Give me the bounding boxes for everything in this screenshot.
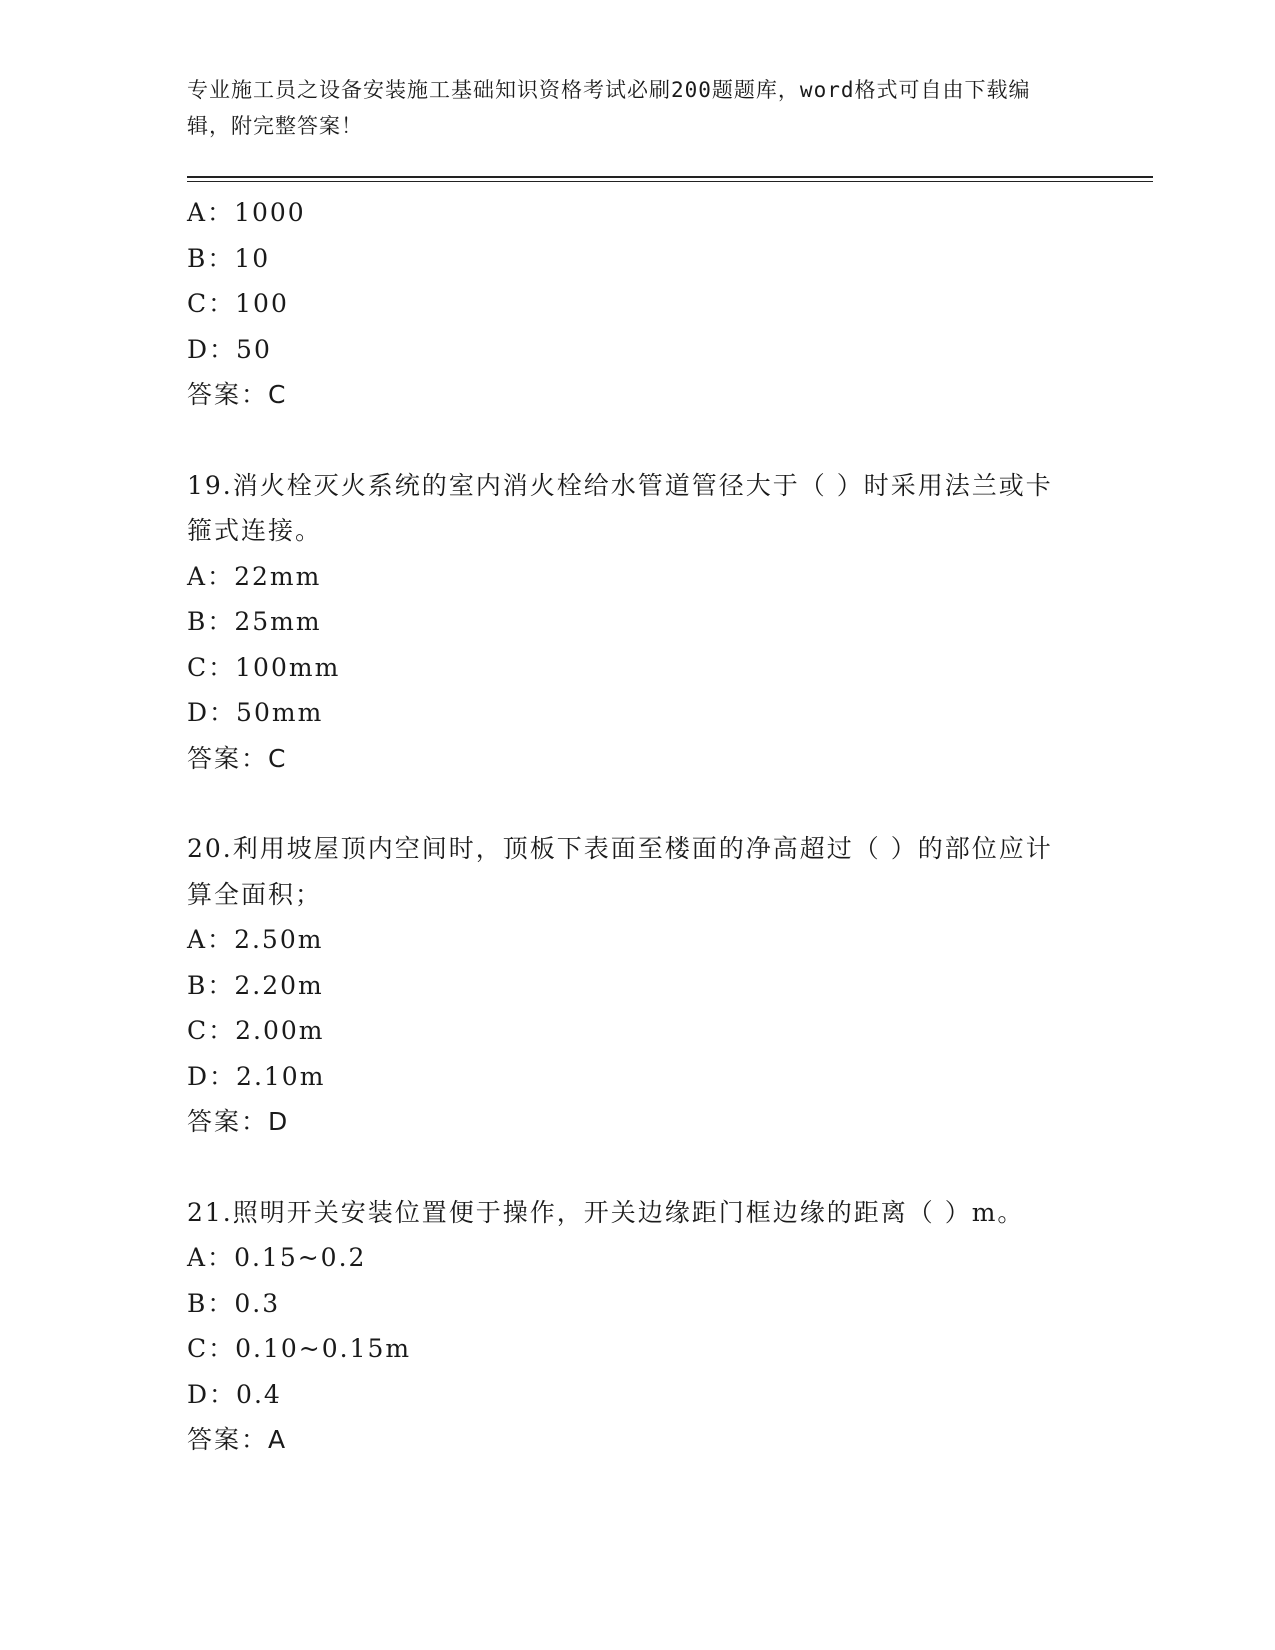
option-text: 0.10~0.15m [235, 1334, 412, 1363]
option-b [187, 236, 1067, 282]
option-label: A： [187, 925, 235, 954]
option-c [187, 1008, 1067, 1054]
option-label: C： [187, 1334, 236, 1363]
answer-line: 答案：C [187, 380, 288, 409]
option-label: A： [187, 198, 235, 227]
option-a [187, 917, 1067, 963]
option-text: 100 [235, 289, 289, 318]
option-text: 0.3 [234, 1288, 281, 1318]
option-text: 50mm [236, 698, 324, 727]
option-c [187, 281, 1067, 327]
option-text: 100mm [235, 652, 341, 682]
answer-line: 答案：C [187, 743, 288, 773]
option-label: D： [187, 1061, 237, 1091]
question-text: 21.照明开关安装位置便于操作，开关边缘距门框边缘的距离（ ）m。 [187, 1197, 1025, 1227]
option-text: 1000 [234, 198, 306, 227]
option-a [187, 190, 1067, 236]
spacer [187, 781, 1067, 826]
option-d [187, 327, 1067, 373]
option-label: C： [187, 1016, 236, 1045]
option-label: D： [187, 334, 237, 364]
question-text: 20.利用坡屋顶内空间时，顶板下表面至楼面的净高超过（ ）的部位应计算全面积； [187, 834, 1053, 909]
option-text: 2.20m [234, 970, 324, 1000]
option-a [187, 554, 1067, 600]
option-c [187, 645, 1067, 691]
header-title: 专业施工员之设备安装施工基础知识资格考试必刷200题题库，word格式可自由下载编辑，附完整答案！ [187, 78, 1031, 138]
header-divider-thick [187, 176, 1153, 178]
question-block-20 [187, 826, 1067, 1145]
question-block-19 [187, 463, 1067, 782]
header-divider-thin [187, 181, 1153, 182]
option-text: 10 [234, 243, 271, 273]
option-label: B： [187, 1288, 235, 1318]
option-label: B： [187, 607, 235, 636]
option-b [187, 599, 1067, 645]
option-label: D： [187, 698, 237, 727]
option-text: 2.00m [235, 1016, 325, 1045]
option-label: C： [187, 289, 236, 318]
option-d [187, 690, 1067, 736]
spacer [187, 418, 1067, 463]
document-body [187, 190, 1067, 1463]
option-text: 0.15~0.2 [234, 1243, 367, 1272]
option-label: A： [187, 1243, 235, 1272]
option-b [187, 1281, 1067, 1327]
question-text: 19.消火栓灭火系统的室内消火栓给水管道管径大于（ ）时采用法兰或卡箍式连接。 [187, 470, 1053, 545]
option-a [187, 1235, 1067, 1281]
option-text: 2.10m [236, 1061, 326, 1091]
option-d [187, 1372, 1067, 1418]
option-label: D： [187, 1379, 237, 1409]
question-block-18 [187, 190, 1067, 418]
option-label: A： [187, 561, 235, 591]
option-d [187, 1054, 1067, 1100]
option-label: B： [187, 243, 235, 273]
answer-line: 答案：D [187, 1107, 290, 1136]
option-text: 0.4 [236, 1379, 282, 1409]
option-b [187, 963, 1067, 1009]
option-text: 2.50m [234, 925, 324, 954]
option-c [187, 1326, 1067, 1372]
answer-line: 答案：A [187, 1425, 288, 1454]
document-header [187, 72, 1067, 144]
option-text: 25mm [234, 607, 322, 636]
option-label: C： [187, 652, 236, 682]
option-label: B： [187, 970, 235, 1000]
option-text: 22mm [234, 561, 322, 591]
question-block-21 [187, 1190, 1067, 1463]
option-text: 50 [236, 334, 272, 364]
spacer [187, 1145, 1067, 1190]
